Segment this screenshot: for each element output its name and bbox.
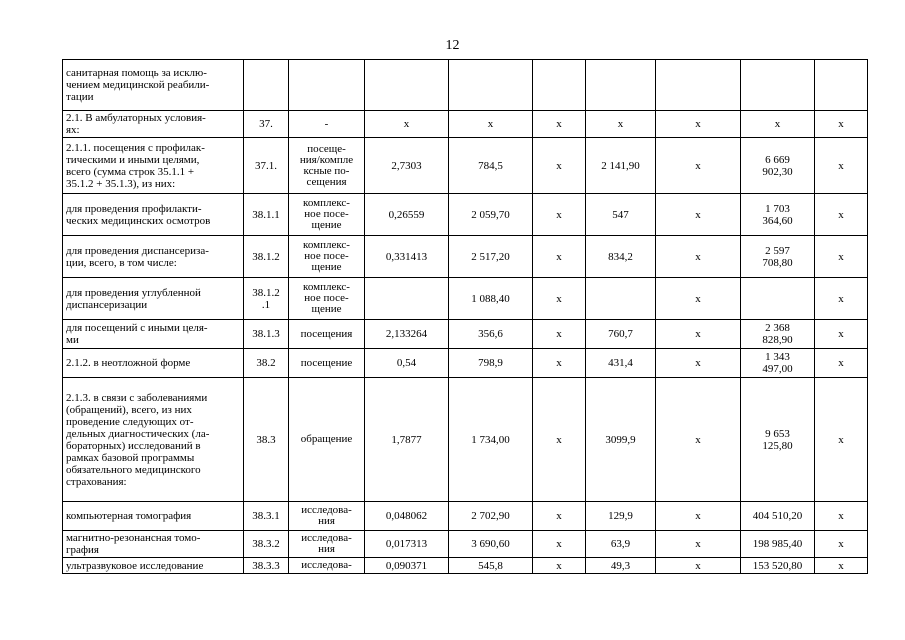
table-cell: х xyxy=(815,278,868,320)
table-cell: 2.1. В амбулаторных условия- ях: xyxy=(63,111,244,138)
table-row xyxy=(63,349,868,378)
table-cell: х xyxy=(815,138,868,194)
table-cell: 2.1.3. в связи с заболеваниями (обращений), всего, из них проведение следующих от- дельных диагностических (ла- бораторных) исследований в рамках базовой программы обязательного медицинского страхования: xyxy=(63,378,244,502)
table-cell: 37.1. xyxy=(244,138,289,194)
page-number: 12 xyxy=(445,38,460,53)
table-cell xyxy=(289,60,365,111)
table-cell xyxy=(741,278,815,320)
table-row xyxy=(63,111,868,138)
table-cell: 129,9 xyxy=(586,502,656,531)
table-cell: х xyxy=(815,378,868,502)
table-cell: х xyxy=(533,111,586,138)
table-cell: 2 141,90 xyxy=(586,138,656,194)
table-cell: х xyxy=(741,111,815,138)
table-cell: х xyxy=(533,236,586,278)
table-cell: х xyxy=(533,138,586,194)
table-row xyxy=(63,320,868,349)
table-cell: х xyxy=(656,278,741,320)
table-cell: 198 985,40 xyxy=(741,531,815,558)
table-cell xyxy=(586,278,656,320)
table-cell: 356,6 xyxy=(449,320,533,349)
table-row xyxy=(63,378,868,502)
table-cell: 38.1.2 .1 xyxy=(244,278,289,320)
table-cell: 9 653 125,80 xyxy=(741,378,815,502)
table-cell xyxy=(365,60,449,111)
table-cell: 2,133264 xyxy=(365,320,449,349)
data-table xyxy=(62,59,868,574)
table-cell: 38.1.3 xyxy=(244,320,289,349)
table-cell: 2.1.2. в неотложной форме xyxy=(63,349,244,378)
table-cell: - xyxy=(289,111,365,138)
table-cell: х xyxy=(533,531,586,558)
table-cell: посещение xyxy=(289,349,365,378)
table-cell: х xyxy=(656,531,741,558)
table-cell: 37. xyxy=(244,111,289,138)
table-cell: х xyxy=(533,558,586,574)
table-cell: 1 088,40 xyxy=(449,278,533,320)
table-cell: для посещений с иными целя- ми xyxy=(63,320,244,349)
table-cell: 2 059,70 xyxy=(449,194,533,236)
table-cell: 760,7 xyxy=(586,320,656,349)
table-cell: 38.1.2 xyxy=(244,236,289,278)
table-cell: комплекс- ное посе- щение xyxy=(289,194,365,236)
table-cell: 2.1.1. посещения с профилак- тическими и иными целями, всего (сумма строк 35.1.1 + 35.1.2 + 35.1.3), из них: xyxy=(63,138,244,194)
table-cell: для проведения профилакти- ческих медицинских осмотров xyxy=(63,194,244,236)
table-cell xyxy=(449,60,533,111)
table-cell xyxy=(741,60,815,111)
table-cell: 2,7303 xyxy=(365,138,449,194)
table-cell: 153 520,80 xyxy=(741,558,815,574)
table-cell: 0,331413 xyxy=(365,236,449,278)
table-cell: х xyxy=(533,320,586,349)
table-cell: х xyxy=(815,531,868,558)
table-cell xyxy=(533,60,586,111)
table-cell xyxy=(656,60,741,111)
table-cell: 0,26559 xyxy=(365,194,449,236)
table-cell: 3099,9 xyxy=(586,378,656,502)
table-cell: для проведения диспансеризa- ции, всего, в том числе: xyxy=(63,236,244,278)
table-cell: компьютерная томография xyxy=(63,502,244,531)
table-cell: посеще- ния/компле ксные по- сещения xyxy=(289,138,365,194)
table-cell: 784,5 xyxy=(449,138,533,194)
table-cell: 38.2 xyxy=(244,349,289,378)
table-cell: 798,9 xyxy=(449,349,533,378)
table-row xyxy=(63,60,868,111)
table-cell: х xyxy=(533,502,586,531)
table-cell: 38.3.2 xyxy=(244,531,289,558)
table-row xyxy=(63,278,868,320)
table-cell: х xyxy=(656,558,741,574)
table-cell: ультразвуковое исследование xyxy=(63,558,244,574)
table-cell: комплекс- ное посе- щение xyxy=(289,236,365,278)
table-cell: 404 510,20 xyxy=(741,502,815,531)
table-cell: 834,2 xyxy=(586,236,656,278)
table-cell: 38.3.3 xyxy=(244,558,289,574)
table-cell: 38.3 xyxy=(244,378,289,502)
table-cell: х xyxy=(656,320,741,349)
table-cell: х xyxy=(449,111,533,138)
table-cell: 0,017313 xyxy=(365,531,449,558)
table-cell: 2 368 828,90 xyxy=(741,320,815,349)
table-cell: 38.1.1 xyxy=(244,194,289,236)
table-cell: х xyxy=(656,502,741,531)
table-cell: для проведения углубленной диспансеризации xyxy=(63,278,244,320)
table-cell: 431,4 xyxy=(586,349,656,378)
table-row xyxy=(63,558,868,574)
table-cell: х xyxy=(656,111,741,138)
table-cell: исследова- ния xyxy=(289,502,365,531)
table-cell: 2 702,90 xyxy=(449,502,533,531)
table-cell: магнитно-резонансная томо- графия xyxy=(63,531,244,558)
table-cell: 38.3.1 xyxy=(244,502,289,531)
table-cell: комплекс- ное посе- щение xyxy=(289,278,365,320)
table-cell: 0,048062 xyxy=(365,502,449,531)
table-cell: х xyxy=(815,502,868,531)
table-cell xyxy=(244,60,289,111)
table-cell: 2 597 708,80 xyxy=(741,236,815,278)
table-cell: санитарная помощь за исклю- чением медицинской реабили- тации xyxy=(63,60,244,111)
table-cell: х xyxy=(656,378,741,502)
table-cell: х xyxy=(815,236,868,278)
table-row xyxy=(63,194,868,236)
table-cell: 0,54 xyxy=(365,349,449,378)
table-cell: исследова- xyxy=(289,558,365,574)
table-cell: обращение xyxy=(289,378,365,502)
table-cell: х xyxy=(533,378,586,502)
table-cell: х xyxy=(533,194,586,236)
table-row xyxy=(63,531,868,558)
table-row xyxy=(63,236,868,278)
table-row xyxy=(63,502,868,531)
table-cell: посещения xyxy=(289,320,365,349)
table-cell: х xyxy=(815,320,868,349)
table-cell: 63,9 xyxy=(586,531,656,558)
table-cell xyxy=(815,60,868,111)
table-cell: х xyxy=(533,278,586,320)
table-cell: х xyxy=(656,236,741,278)
table-cell xyxy=(365,278,449,320)
table-cell: 3 690,60 xyxy=(449,531,533,558)
table-cell: 1 343 497,00 xyxy=(741,349,815,378)
table-row xyxy=(63,138,868,194)
table-cell: х xyxy=(815,558,868,574)
table-cell: х xyxy=(586,111,656,138)
table-cell: х xyxy=(533,349,586,378)
table-cell: 6 669 902,30 xyxy=(741,138,815,194)
table-cell: 1,7877 xyxy=(365,378,449,502)
table-cell: х xyxy=(815,349,868,378)
table-cell: 547 xyxy=(586,194,656,236)
table-cell: 2 517,20 xyxy=(449,236,533,278)
table-cell: 0,090371 xyxy=(365,558,449,574)
table-cell: х xyxy=(656,349,741,378)
table-cell: 1 734,00 xyxy=(449,378,533,502)
table-cell: х xyxy=(656,194,741,236)
table-cell: 1 703 364,60 xyxy=(741,194,815,236)
table-cell: х xyxy=(815,111,868,138)
table-cell: 545,8 xyxy=(449,558,533,574)
table-cell xyxy=(586,60,656,111)
table-cell: х xyxy=(815,194,868,236)
table-cell: х xyxy=(656,138,741,194)
table-cell: исследова- ния xyxy=(289,531,365,558)
table-cell: х xyxy=(365,111,449,138)
table-cell: 49,3 xyxy=(586,558,656,574)
